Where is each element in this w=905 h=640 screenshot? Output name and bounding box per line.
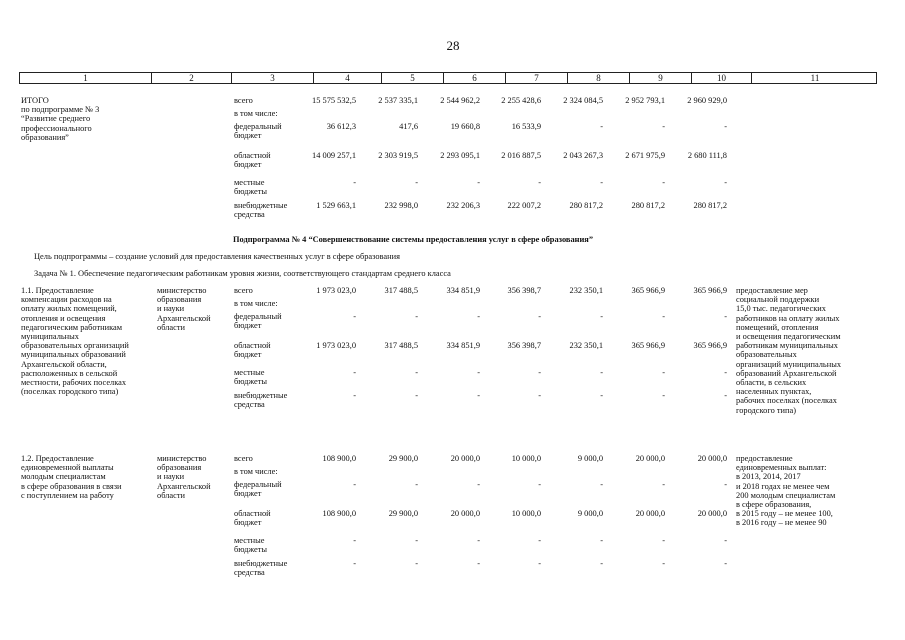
budget-value-cell: - <box>724 312 727 321</box>
header-col-9: 9 <box>630 73 692 84</box>
budget-value-cell: 10 000,0 <box>511 454 541 463</box>
budget-row-label: областной бюджет <box>234 151 271 170</box>
budget-value-cell: - <box>353 391 356 400</box>
budget-value-cell: 108 900,0 <box>322 454 356 463</box>
budget-value-cell: 29 900,0 <box>388 454 418 463</box>
budget-value-cell: 1 529 663,1 <box>316 201 356 210</box>
budget-row-label: федеральный бюджет <box>234 312 282 331</box>
budget-value-cell: 334 851,9 <box>446 286 480 295</box>
budget-value-cell: - <box>600 559 603 568</box>
budget-value-cell: - <box>415 312 418 321</box>
budget-value-cell: 20 000,0 <box>635 509 665 518</box>
budget-value-cell: - <box>353 368 356 377</box>
budget-value-cell: 2 680 111,8 <box>687 151 727 160</box>
budget-value-cell: 2 016 887,5 <box>501 151 541 160</box>
item-1-1-result: предоставление мер социальной поддержки 15,0 тыс. педагогических работников на оплату жилых помещений, отопления и освещения педагогическим работникам муниципальных образовательных организаций муниципальных образований Архангельской области, в сельских населенных пунктах, рабочих поселках (поселках городского типа) <box>736 286 842 415</box>
goal-text: Цель подпрограммы – создание условий для предоставления качественных услуг в сфере образования <box>34 252 400 261</box>
budget-value-cell: - <box>415 480 418 489</box>
budget-value-cell: 317 488,5 <box>384 286 418 295</box>
budget-value-cell: 417,6 <box>399 122 418 131</box>
budget-row-label: в том числе: <box>234 299 278 308</box>
header-col-8: 8 <box>568 73 630 84</box>
budget-value-cell: - <box>662 312 665 321</box>
budget-value-cell: - <box>662 178 665 187</box>
header-col-3: 3 <box>232 73 314 84</box>
header-col-11: 11 <box>810 73 820 83</box>
budget-value-cell: 2 043 267,3 <box>563 151 603 160</box>
budget-value-cell: - <box>662 391 665 400</box>
budget-value-cell: 280 817,2 <box>631 201 665 210</box>
budget-value-cell: - <box>353 178 356 187</box>
budget-value-cell: 1 973 023,0 <box>316 286 356 295</box>
budget-value-cell: 232 350,1 <box>569 286 603 295</box>
budget-value-cell: - <box>724 122 727 131</box>
budget-value-cell: 2 255 428,6 <box>501 96 541 105</box>
budget-row-label: всего <box>234 286 253 295</box>
budget-value-cell: - <box>477 480 480 489</box>
itogo-title: ИТОГО по подпрограмме № 3 “Развитие среднего профессионального образования” <box>21 96 100 142</box>
budget-value-cell: - <box>477 368 480 377</box>
budget-value-cell: - <box>477 391 480 400</box>
budget-value-cell: 20 000,0 <box>697 454 727 463</box>
budget-value-cell: - <box>600 122 603 131</box>
budget-value-cell: - <box>538 391 541 400</box>
budget-value-cell: - <box>538 536 541 545</box>
budget-value-cell: - <box>600 312 603 321</box>
budget-value-cell: - <box>662 559 665 568</box>
budget-value-cell: - <box>600 178 603 187</box>
task-text: Задача № 1. Обеспечение педагогическим работникам уровня жизни, соответствующего стандартам среднего класса <box>34 269 451 278</box>
page-number: 28 <box>446 38 460 53</box>
budget-row-label: федеральный бюджет <box>234 122 282 141</box>
budget-value-cell: 19 660,8 <box>450 122 480 131</box>
budget-value-cell: 232 350,1 <box>569 341 603 350</box>
budget-value-cell: 280 817,2 <box>569 201 603 210</box>
budget-value-cell: - <box>662 480 665 489</box>
budget-value-cell: 20 000,0 <box>450 454 480 463</box>
budget-value-cell: 20 000,0 <box>697 509 727 518</box>
budget-value-cell: 232 998,0 <box>384 201 418 210</box>
budget-row-label: внебюджетные средства <box>234 391 288 410</box>
budget-value-cell: 10 000,0 <box>511 509 541 518</box>
budget-value-cell: - <box>415 536 418 545</box>
budget-value-cell: - <box>724 536 727 545</box>
budget-value-cell: 365 966,9 <box>693 341 727 350</box>
budget-value-cell: 2 960 929,0 <box>687 96 727 105</box>
item-1-2-name: 1.2. Предоставление единовременной выплаты молодым специалистам в сфере образования в связи с поступлением на работу <box>21 454 122 500</box>
budget-value-cell: 356 398,7 <box>507 286 541 295</box>
budget-value-cell: - <box>477 178 480 187</box>
budget-value-cell: - <box>415 391 418 400</box>
budget-value-cell: - <box>538 559 541 568</box>
budget-value-cell: - <box>415 368 418 377</box>
budget-row-label: областной бюджет <box>234 509 271 528</box>
budget-value-cell: - <box>600 391 603 400</box>
header-col-4: 4 <box>314 73 382 84</box>
budget-value-cell: 2 671 975,9 <box>625 151 665 160</box>
header-col-7: 7 <box>506 73 568 84</box>
budget-row-label: областной бюджет <box>234 341 271 360</box>
item-1-2-executor: министерство образования и науки Архангельской области <box>157 454 211 500</box>
budget-value-cell: - <box>353 559 356 568</box>
budget-value-cell: 16 533,9 <box>511 122 541 131</box>
budget-row-label: внебюджетные средства <box>234 559 288 578</box>
budget-value-cell: 280 817,2 <box>693 201 727 210</box>
budget-value-cell: 2 537 335,1 <box>378 96 418 105</box>
budget-value-cell: - <box>477 559 480 568</box>
budget-value-cell: 108 900,0 <box>322 509 356 518</box>
item-1-1-name: 1.1. Предоставление компенсации расходов на оплату жилых помещений, отопления и освещения педагогическим работникам муниципальных образовательных организаций муниципальных образований Архангельской области, расположенных в сельской местности, рабочих поселках (поселках городского типа) <box>21 286 129 397</box>
budget-value-cell: - <box>724 178 727 187</box>
budget-value-cell: 2 324 084,5 <box>563 96 603 105</box>
budget-value-cell: 20 000,0 <box>635 454 665 463</box>
budget-value-cell: 317 488,5 <box>384 341 418 350</box>
budget-row-label: в том числе: <box>234 109 278 118</box>
header-col-10: 10 <box>692 73 752 84</box>
budget-value-cell: 1 973 023,0 <box>316 341 356 350</box>
budget-value-cell: 14 009 257,1 <box>312 151 356 160</box>
budget-value-cell: - <box>600 368 603 377</box>
item-1-1-executor: министерство образования и науки Архангельской области <box>157 286 211 332</box>
budget-value-cell: 20 000,0 <box>450 509 480 518</box>
budget-value-cell: 365 966,9 <box>693 286 727 295</box>
budget-value-cell: - <box>600 536 603 545</box>
budget-value-cell: - <box>662 122 665 131</box>
budget-row-label: всего <box>234 454 253 463</box>
budget-value-cell: - <box>353 312 356 321</box>
budget-value-cell: 2 544 962,2 <box>440 96 480 105</box>
budget-value-cell: 15 575 532,5 <box>312 96 356 105</box>
header-col-2: 2 <box>152 73 232 84</box>
budget-value-cell: - <box>662 368 665 377</box>
budget-value-cell: 9 000,0 <box>577 509 603 518</box>
budget-row-label: федеральный бюджет <box>234 480 282 499</box>
budget-value-cell: - <box>353 480 356 489</box>
budget-row-label: местные бюджеты <box>234 178 268 197</box>
budget-value-cell: - <box>415 559 418 568</box>
budget-row-label: местные бюджеты <box>234 536 268 555</box>
budget-value-cell: - <box>477 312 480 321</box>
table-header-row <box>19 72 877 84</box>
budget-value-cell: - <box>724 480 727 489</box>
budget-value-cell: - <box>600 480 603 489</box>
budget-row-label: внебюджетные средства <box>234 201 288 220</box>
budget-value-cell: 9 000,0 <box>577 454 603 463</box>
budget-value-cell: - <box>662 536 665 545</box>
budget-value-cell: 36 612,3 <box>326 122 356 131</box>
budget-value-cell: - <box>538 312 541 321</box>
budget-value-cell: 356 398,7 <box>507 341 541 350</box>
budget-value-cell: 365 966,9 <box>631 286 665 295</box>
budget-value-cell: 2 952 793,1 <box>625 96 665 105</box>
budget-value-cell: 232 206,3 <box>446 201 480 210</box>
budget-value-cell: 2 303 919,5 <box>378 151 418 160</box>
budget-value-cell: - <box>538 368 541 377</box>
budget-value-cell: - <box>538 178 541 187</box>
budget-row-label: местные бюджеты <box>234 368 268 387</box>
budget-row-label: всего <box>234 96 253 105</box>
budget-row-label: в том числе: <box>234 467 278 476</box>
header-col-6: 6 <box>444 73 506 84</box>
header-col-5: 5 <box>382 73 444 84</box>
subprogram-title: Подпрограмма № 4 “Совершенствование системы предоставления услуг в сфере образования” <box>233 235 594 244</box>
budget-value-cell: - <box>415 178 418 187</box>
budget-value-cell: 29 900,0 <box>388 509 418 518</box>
budget-value-cell: - <box>724 368 727 377</box>
budget-value-cell: - <box>724 559 727 568</box>
budget-value-cell: 2 293 095,1 <box>440 151 480 160</box>
budget-value-cell: - <box>538 480 541 489</box>
budget-value-cell: 365 966,9 <box>631 341 665 350</box>
item-1-2-result: предоставление единовременных выплат: в 2013, 2014, 2017 и 2018 годах не менее чем 200 молодым специалистам в сфере образования, в 2015 году – не менее 100, в 2016 году – не менее 90 <box>736 454 836 528</box>
budget-value-cell: 334 851,9 <box>446 341 480 350</box>
header-col-1: 1 <box>20 73 152 84</box>
budget-value-cell: - <box>724 391 727 400</box>
budget-value-cell: 222 007,2 <box>507 201 541 210</box>
budget-value-cell: - <box>477 536 480 545</box>
budget-value-cell: - <box>353 536 356 545</box>
